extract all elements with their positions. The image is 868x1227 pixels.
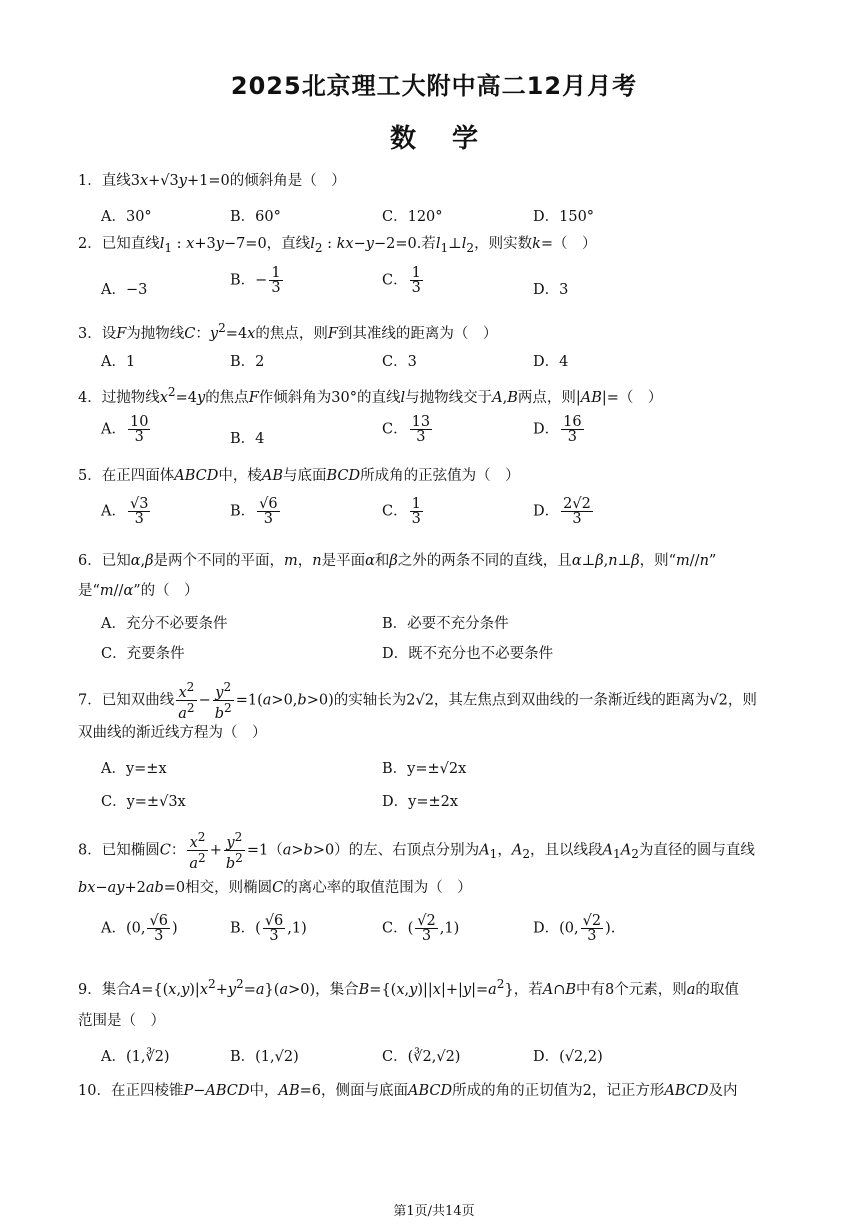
q9-option-d: D．(√2,2) xyxy=(533,1049,603,1065)
q4-option-b: B．4 xyxy=(230,431,265,447)
q3-option-c: C．3 xyxy=(382,354,417,370)
q5-option-b: B． $\frac{√6}{3}$ xyxy=(230,496,278,527)
q3-option-a: A．1 xyxy=(101,354,136,370)
question-4: 4．过抛物线$x^2=4y$的焦点F作倾斜角为30°的直线l与抛物线交于A,B两点，则|AB|=（ ） xyxy=(78,385,663,406)
question-8-line2: bx−ay+2ab=0相交，则椭圆C的离心率的取值范围为（ ） xyxy=(78,880,472,896)
question-9-line2: 范围是（ ） xyxy=(78,1013,165,1029)
q7-option-d: D．y=±2x xyxy=(382,794,459,810)
q2-option-b: B．− $\frac{1}{3}$ xyxy=(230,265,281,296)
q6-option-b: B．必要不充分条件 xyxy=(382,616,509,632)
q4-option-c: C． $\frac{13}{3}$ xyxy=(382,414,431,445)
q1-option-d: D．150° xyxy=(533,209,595,225)
question-5: 5．在正四面体ABCD中，棱AB与底面BCD所成角的正弦值为（ ） xyxy=(78,468,520,484)
q4-option-a: A． $\frac{10}{3}$ xyxy=(101,414,149,445)
question-3: 3．设F为抛物线C：$y^2=4x$的焦点，则F到其准线的距离为（ ） xyxy=(78,321,498,342)
question-6-line2: 是“m//α”的（ ） xyxy=(78,583,199,599)
q2-option-a: A．−3 xyxy=(101,282,148,298)
q5-option-a: A． $\frac{√3}{3}$ xyxy=(101,496,149,527)
question-9: 9．集合$A=\{(x,y)|x^2+y^2=a\}(a>0)$，集合$B=\{(x,y)||x|+|y|=a^2\}$，若A∩B中有8个元素，则a的取值 xyxy=(78,977,739,998)
q8-option-a: A．(0, $\frac{√6}{3}$ ) xyxy=(101,913,178,944)
q1-option-a: A．30° xyxy=(101,209,152,225)
q9-option-c: C．(∛2,√2) xyxy=(382,1049,461,1065)
q9-option-b: B．(1,√2) xyxy=(230,1049,299,1065)
q9-option-a: A．(1,∛2) xyxy=(101,1049,170,1065)
q7-option-c: C．y=±√3x xyxy=(101,794,186,810)
q2-option-c: C． $\frac{1}{3}$ xyxy=(382,265,421,296)
q1-option-b: B．60° xyxy=(230,209,281,225)
q6-option-d: D．既不充分也不必要条件 xyxy=(382,646,554,662)
question-7: 7．已知双曲线 $\frac{x^2}{a^2}$ − $\frac{y^2}{b^2}$ =1(a>0,b>0)的实轴长为2√2，其左焦点到双曲线的一条渐近线的距离为√2，则 xyxy=(78,680,757,722)
q3-option-b: B．2 xyxy=(230,354,265,370)
q3-option-d: D．4 xyxy=(533,354,569,370)
q6-option-c: C．充要条件 xyxy=(101,646,185,662)
question-2: 2．已知直线$l_1$ : x+3y−7=0，直线$l_2$ : kx−y−2=0.若$l_1\perp l_2$，则实数k=（ ） xyxy=(78,236,597,255)
question-8: 8．已知椭圆C： $\frac{x^2}{a^2}$ + $\frac{y^2}{b^2}$ =1（a>b>0）的左、右顶点分别为$A_1$，$A_2$，且以线段$A_1A_2$为直径的圆与直线 xyxy=(78,830,755,872)
q8-option-c: C．( $\frac{√2}{3}$ ,1) xyxy=(382,913,460,944)
q7-option-b: B．y=±√2x xyxy=(382,761,467,777)
question-10: 10．在正四棱锥P−ABCD中，AB=6，侧面与底面ABCD所成的角的正切值为2，记正方形ABCD及内 xyxy=(78,1083,738,1099)
q6-option-a: A．充分不必要条件 xyxy=(101,616,228,632)
q5-option-c: C． $\frac{1}{3}$ xyxy=(382,496,421,527)
q8-option-d: D．(0, $\frac{√2}{3}$ ). xyxy=(533,913,616,944)
q8-option-b: B．( $\frac{√6}{3}$ ,1) xyxy=(230,913,307,944)
q7-option-a: A．y=±x xyxy=(101,761,167,777)
q1-option-c: C．120° xyxy=(382,209,443,225)
page-footer: 第1页/共14页 xyxy=(393,1204,475,1219)
q4-option-d: D． $\frac{16}{3}$ xyxy=(533,414,582,445)
question-1: 1．直线3x+√3y+1=0的倾斜角是（ ） xyxy=(78,173,346,189)
question-6: 6．已知α,β是两个不同的平面，m，n是平面α和β之外的两条不同的直线，且α⊥β,n⊥β，则“m//n” xyxy=(78,553,717,569)
q5-option-d: D． $\frac{2√2}{3}$ xyxy=(533,496,591,527)
question-7-line2: 双曲线的渐近线方程为（ ） xyxy=(78,725,267,741)
subject-title: 数学 xyxy=(389,124,514,154)
q2-option-d: D．3 xyxy=(533,282,569,298)
exam-title: 2025北京理工大附中高二12月月考 xyxy=(230,72,638,100)
